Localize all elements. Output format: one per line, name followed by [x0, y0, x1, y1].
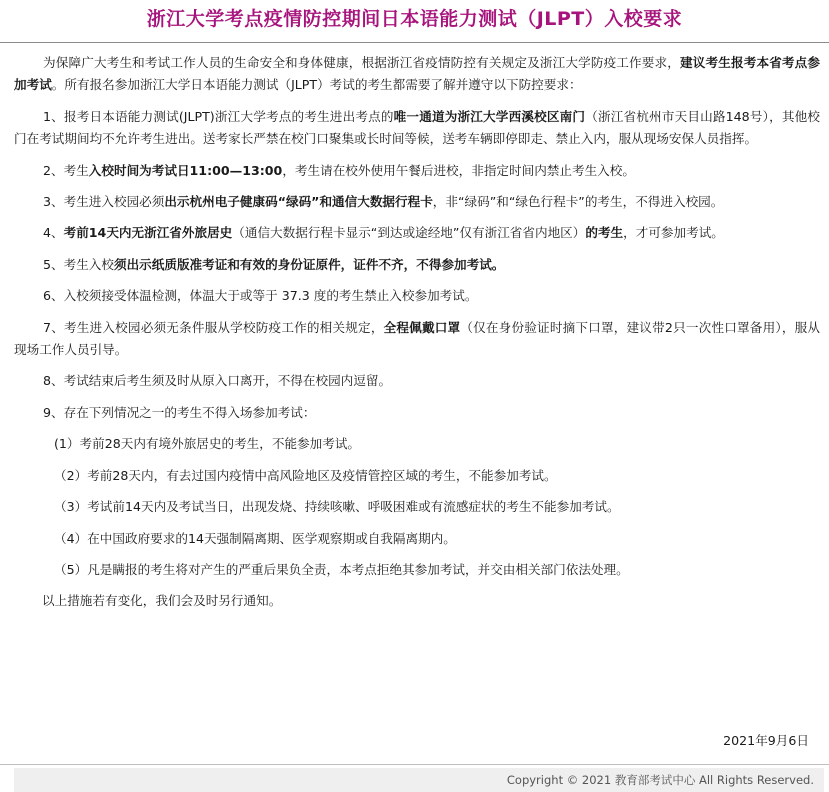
intro-emphasis: 建议考生报考本省考点参加考试: [14, 55, 821, 93]
rule-1-emphasis: 唯一通道为浙江大学西溪校区南门: [393, 108, 586, 124]
closing-note: 以上措施若有变化，我们会及时另行通知。: [42, 593, 282, 609]
rule-3-emphasis: 出示杭州电子健康码“绿码”和通信大数据行程卡: [164, 194, 433, 210]
sub-item-2: （2）考前28天内，有去过国内疫情中高风险地区及疫情管控区域的考生，不能参加考试。: [54, 467, 557, 483]
rule-7-text: 7、考生进入校园必须无条件服从学校防疫工作的相关规定，: [43, 319, 384, 335]
footer-bar: [14, 768, 824, 792]
rule-1-text: 1、报考日本语能力测试(JLPT)浙江大学考点的考生进出考点的: [43, 108, 394, 124]
intro-text: 为保障广大考生和考试工作人员的生命安全和身体健康，根据浙江省疫情防控有关规定及浙江大学防疫工作要求，: [43, 55, 681, 70]
sub-item-4: （4）在中国政府要求的14天强制隔离期、医学观察期或自我隔离期内。: [54, 530, 456, 546]
rule-7: [14, 317, 820, 362]
rule-2-emphasis: 入校时间为考试日11:00—13:00: [88, 162, 283, 178]
publish-date: 2021年9月6日: [723, 733, 809, 748]
rule-7-text-cont: （仅在身份验证时摘下口罩，建议带2只一次性口罩备用），服从现场工作人员引导。: [14, 319, 821, 358]
rule-8-text: 8、考试结束后考生须及时从原入口离开，不得在校园内逗留。: [43, 373, 392, 389]
rule-6: [14, 285, 820, 307]
rule-5: [14, 254, 820, 276]
copyright-text: Copyright © 2021 教育部考试中心 All Rights Reserved.: [506, 773, 814, 787]
rule-1: [14, 106, 820, 151]
rule-3-text: 3、考生进入校园必须: [43, 194, 165, 210]
rule-8: [14, 370, 820, 392]
rule-2: [14, 160, 820, 182]
rule-4: [14, 222, 820, 244]
rule-4-text: 4、: [43, 225, 64, 241]
rule-9-text: 9、存在下列情况之一的考生不得入场参加考试：: [43, 404, 316, 420]
intro-paragraph: [14, 52, 820, 97]
footer-divider: [0, 764, 829, 765]
title-divider: [0, 42, 829, 43]
rule-3: [14, 191, 820, 213]
rule-2-text-cont: ，考生请在校外使用午餐后进校，非指定时间内禁止考生入校。: [282, 162, 635, 178]
rule-4-text-end: ，才可参加考试。: [623, 225, 724, 241]
rule-4-text-cont: （通信大数据行程卡显示“到达或途经地”仅有浙江省省内地区）: [232, 225, 586, 241]
page-title: 浙江大学考点疫情防控期间日本语能力测试（JLPT）入校要求: [146, 8, 683, 30]
intro-text-cont: 。所有报名参加浙江大学日本语能力测试（JLPT）考试的考生都需要了解并遵守以下防控要求：: [51, 77, 582, 93]
rule-3-text-cont: ，非“绿码”和“绿色行程卡”的考生，不得进入校园。: [432, 194, 724, 210]
sub-item-3: （3）考试前14天内及考试当日，出现发烧、持续咳嗽、呼吸困难或有流感症状的考生不能参加考试。: [54, 499, 620, 515]
sub-item-5: （5）凡是瞒报的考生将对产生的严重后果负全责，本考点拒绝其参加考试，并交由相关部门依法处理。: [54, 561, 629, 577]
sub-item-1: (1）考前28天内有境外旅居史的考生，不能参加考试。: [54, 436, 361, 452]
rule-2-text: 2、考生: [43, 162, 89, 178]
rule-7-emphasis: 全程佩戴口罩: [383, 319, 461, 335]
rule-9: [14, 402, 820, 424]
rule-4-emphasis: 考前14天内无浙江省外旅居史: [63, 225, 233, 241]
article-body: [14, 52, 820, 622]
rule-1-text-cont: （浙江省杭州市天目山路148号），其他校门在考试期间均不允许考生进出。送考家长严禁在校门口聚集或长时间等候，送考车辆即停即走、禁止入内，服从现场安保人员指挥。: [14, 108, 820, 147]
rule-4-emphasis-2: 的考生: [585, 225, 624, 241]
rule-5-emphasis: 须出示纸质版准考证和有效的身份证原件，证件不齐，不得参加考试。: [113, 256, 505, 272]
rule-5-text: 5、考生入校: [43, 256, 114, 272]
rule-6-text: 6、入校须接受体温检测，体温大于或等于 37.3 度的考生禁止入校参加考试。: [43, 288, 478, 304]
